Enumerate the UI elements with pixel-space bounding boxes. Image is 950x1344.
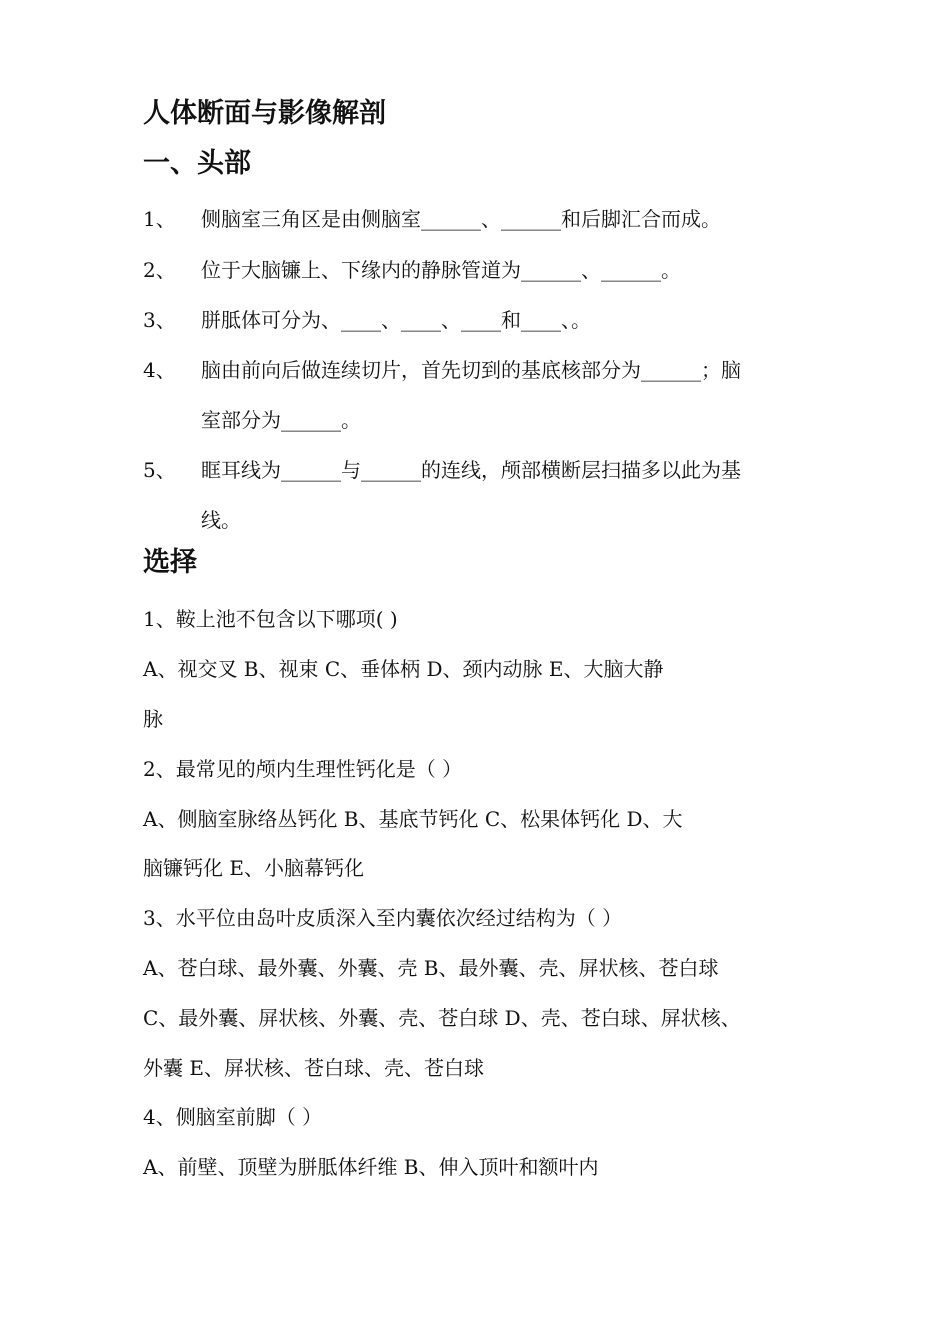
option-line: C、最外囊、屏状核、外囊、壳、苍白球 D、壳、苍白球、屏状核、 bbox=[143, 1006, 741, 1030]
fill-item-number: 4、 bbox=[143, 358, 176, 382]
question-line: 2、最常见的颅内生理性钙化是（ ） bbox=[143, 757, 463, 781]
section-heading-choice: 选择 bbox=[143, 547, 197, 578]
section-heading-head: 一、头部 bbox=[143, 148, 251, 179]
question-line: 3、水平位由岛叶皮质深入至内囊依次经过结构为（ ） bbox=[143, 906, 623, 930]
option-line: 外囊 E、屏状核、苍白球、壳、苍白球 bbox=[143, 1056, 484, 1080]
document-title: 人体断面与影像解剖 bbox=[143, 98, 386, 129]
option-line: A、视交叉 B、视束 C、垂体柄 D、颈内动脉 E、大脑大静 bbox=[143, 657, 664, 681]
fill-item-text-continued: 线。 bbox=[201, 508, 241, 532]
fill-item-text: 眶耳线为______与______的连线，颅部横断层扫描多以此为基 bbox=[201, 458, 741, 482]
option-line: A、苍白球、最外囊、外囊、壳 B、最外囊、壳、屏状核、苍白球 bbox=[143, 956, 719, 980]
question-line: 1、鞍上池不包含以下哪项( ) bbox=[143, 607, 398, 631]
fill-item-number: 1、 bbox=[143, 207, 176, 231]
option-line: A、前壁、顶壁为胼胝体纤维 B、伸入顶叶和额叶内 bbox=[143, 1155, 599, 1179]
fill-item-number: 5、 bbox=[143, 458, 176, 482]
fill-item-text: 侧脑室三角区是由侧脑室______、______和后脚汇合而成。 bbox=[201, 207, 721, 231]
fill-item-text-continued: 室部分为______。 bbox=[201, 408, 361, 432]
option-line: 脉 bbox=[143, 707, 163, 731]
fill-item-text: 位于大脑镰上、下缘内的静脉管道为______、______。 bbox=[201, 258, 681, 282]
option-line: 脑镰钙化 E、小脑幕钙化 bbox=[143, 856, 364, 880]
option-line: A、侧脑室脉络丛钙化 B、基底节钙化 C、松果体钙化 D、大 bbox=[143, 807, 683, 831]
fill-item-text: 脑由前向后做连续切片，首先切到的基底核部分为______；脑 bbox=[201, 358, 741, 382]
fill-item-text: 胼胝体可分为、____、____、____和____、。 bbox=[201, 308, 591, 332]
question-line: 4、侧脑室前脚（ ） bbox=[143, 1105, 323, 1129]
fill-item-number: 2、 bbox=[143, 258, 176, 282]
fill-item-number: 3、 bbox=[143, 308, 176, 332]
